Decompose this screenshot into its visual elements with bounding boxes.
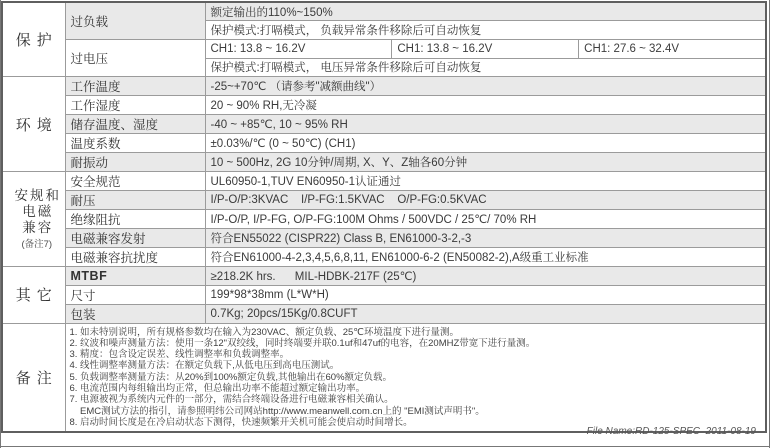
table-row	[2, 210, 766, 229]
table-row	[2, 77, 766, 96]
vibration-label: 耐振动	[65, 153, 205, 172]
overload-label: 过负载	[65, 2, 205, 39]
page-edge-bottom	[0, 446, 770, 447]
emc-emission-value: 符合EN55022 (CISPR22) Class B, EN61000-3-2,-3	[205, 229, 766, 248]
group-label-others: 其它	[2, 267, 65, 324]
safety-standards-label: 安全规范	[65, 172, 205, 191]
overvoltage-mode-value: 保护模式:打嗝模式， 电压异常条件移除后可自动恢复	[205, 58, 766, 77]
table-row-notes	[2, 323, 766, 432]
table-row	[2, 285, 766, 304]
note-line-6: 6. 电流范围内每组输出均正常，但总输出功率不能超过额定输出功率。	[69, 382, 366, 394]
table-row	[2, 2, 766, 21]
overvoltage-ch1-a: CH1: 13.8 ~ 16.2V	[210, 42, 306, 55]
table-row	[2, 304, 766, 323]
safety-emc-line1: 安规和	[14, 188, 61, 203]
safety-emc-line2: 电磁	[22, 204, 54, 219]
table-row	[2, 248, 766, 267]
emc-immunity-value: 符合EN61000-4-2,3,4,5,6,8,11, EN61000-6-2 (EN50082-2),A级重工业标准	[205, 248, 766, 267]
table-row	[2, 134, 766, 153]
working-humidity-value: 20 ~ 90% RH,无冷凝	[205, 96, 766, 115]
note-line-5: 5. 负载调整率测量方法：从20%到100%额定负载,其他输出在60%额定负载。	[69, 371, 393, 383]
working-temp-value: -25~+70℃ （请参考"减额曲线"）	[205, 77, 766, 96]
note-line-2: 2. 纹波和噪声测量方法：使用一条12"双绞线，同时终端要并联0.1uf和47uf的电容，在20MHZ带宽下进行量测。	[69, 337, 536, 349]
temp-coefficient-value: ±0.03%/℃ (0 ~ 50℃) (CH1)	[205, 134, 766, 153]
isolation-resistance-label: 绝缘阻抗	[65, 210, 205, 229]
overvoltage-ch1-b: CH1: 13.8 ~ 16.2V	[391, 40, 578, 58]
table-row	[2, 96, 766, 115]
working-temp-label: 工作温度	[65, 77, 205, 96]
table-row	[2, 229, 766, 248]
storage-temp-value: -40 ~ +85℃, 10 ~ 95% RH	[205, 115, 766, 134]
group-label-protection: 保护	[2, 2, 65, 77]
packing-value: 0.7Kg; 20pcs/15Kg/0.8CUFT	[205, 304, 766, 323]
file-name-footer: File Name:RD-125-SPEC 2011-08-19	[586, 426, 756, 437]
overload-range-value: 额定输出的110%~150%	[205, 2, 766, 21]
mtbf-value: ≥218.2K hrs. MIL-HDBK-217F (25℃)	[205, 267, 766, 286]
mtbf-label: MTBF	[65, 267, 205, 286]
table-row	[2, 172, 766, 191]
note-line-1: 1. 如未特别说明，所有规格参数均在输入为230VAC、额定负载、25℃环境温度下进行量测。	[69, 326, 459, 338]
overvoltage-ch1-c: CH1: 27.6 ~ 32.4V	[578, 40, 765, 58]
packing-label: 包装	[65, 304, 205, 323]
spec-table	[1, 1, 767, 433]
group-label-safety-emc	[2, 172, 65, 267]
storage-temp-label: 储存温度、湿度	[65, 115, 205, 134]
overload-mode-value: 保护模式:打嗝模式， 负载异常条件移除后可自动恢复	[205, 21, 766, 40]
notes-content	[65, 323, 766, 432]
working-humidity-label: 工作湿度	[65, 96, 205, 115]
safety-emc-line3: 兼容	[22, 220, 54, 235]
isolation-resistance-value: I/P-O/P, I/P-FG, O/P-FG:100M Ohms / 500VDC / 25℃/ 70% RH	[205, 210, 766, 229]
table-row	[2, 39, 766, 58]
table-row	[2, 191, 766, 210]
note-line-7b: EMC测试方法的指引，请参照明纬公司网站http://www.meanwell.com.cn上的 "EMI测试声明书"。	[69, 405, 485, 417]
note-line-7: 7. 电源被视为系统内元件的一部分，需结合终端设备进行电磁兼容相关确认。	[69, 394, 394, 406]
safety-emc-note-ref: (备注7)	[21, 239, 53, 250]
emc-immunity-label: 电磁兼容抗扰度	[65, 248, 205, 267]
table-row	[2, 115, 766, 134]
group-label-environment: 环境	[2, 77, 65, 172]
note-line-3: 3. 精度：包含设定误差、线性调整率和负载调整率。	[69, 349, 290, 361]
dimension-label: 尺寸	[65, 285, 205, 304]
table-row	[2, 267, 766, 286]
note-line-8: 8. 启动时间长度是在冷启动状态下测得，快速频繁开关机可能会使启动时间增长。	[69, 416, 413, 428]
table-row	[2, 153, 766, 172]
withstand-voltage-label: 耐压	[65, 191, 205, 210]
vibration-value: 10 ~ 500Hz, 2G 10分钟/周期, X、Y、Z轴各60分钟	[205, 153, 766, 172]
emc-emission-label: 电磁兼容发射	[65, 229, 205, 248]
group-label-notes: 备注	[2, 323, 65, 432]
safety-standards-value: UL60950-1,TUV EN60950-1认证通过	[205, 172, 766, 191]
temp-coefficient-label: 温度系数	[65, 134, 205, 153]
withstand-voltage-value: I/P-O/P:3KVAC I/P-FG:1.5KVAC O/P-FG:0.5KVAC	[205, 191, 766, 210]
overvoltage-channels	[205, 39, 766, 58]
note-line-4: 4. 线性调整率测量方法：在额定负载下,从低电压到高电压测试。	[69, 360, 340, 372]
overvoltage-label: 过电压	[65, 39, 205, 77]
dimension-value: 199*98*38mm (L*W*H)	[205, 285, 766, 304]
